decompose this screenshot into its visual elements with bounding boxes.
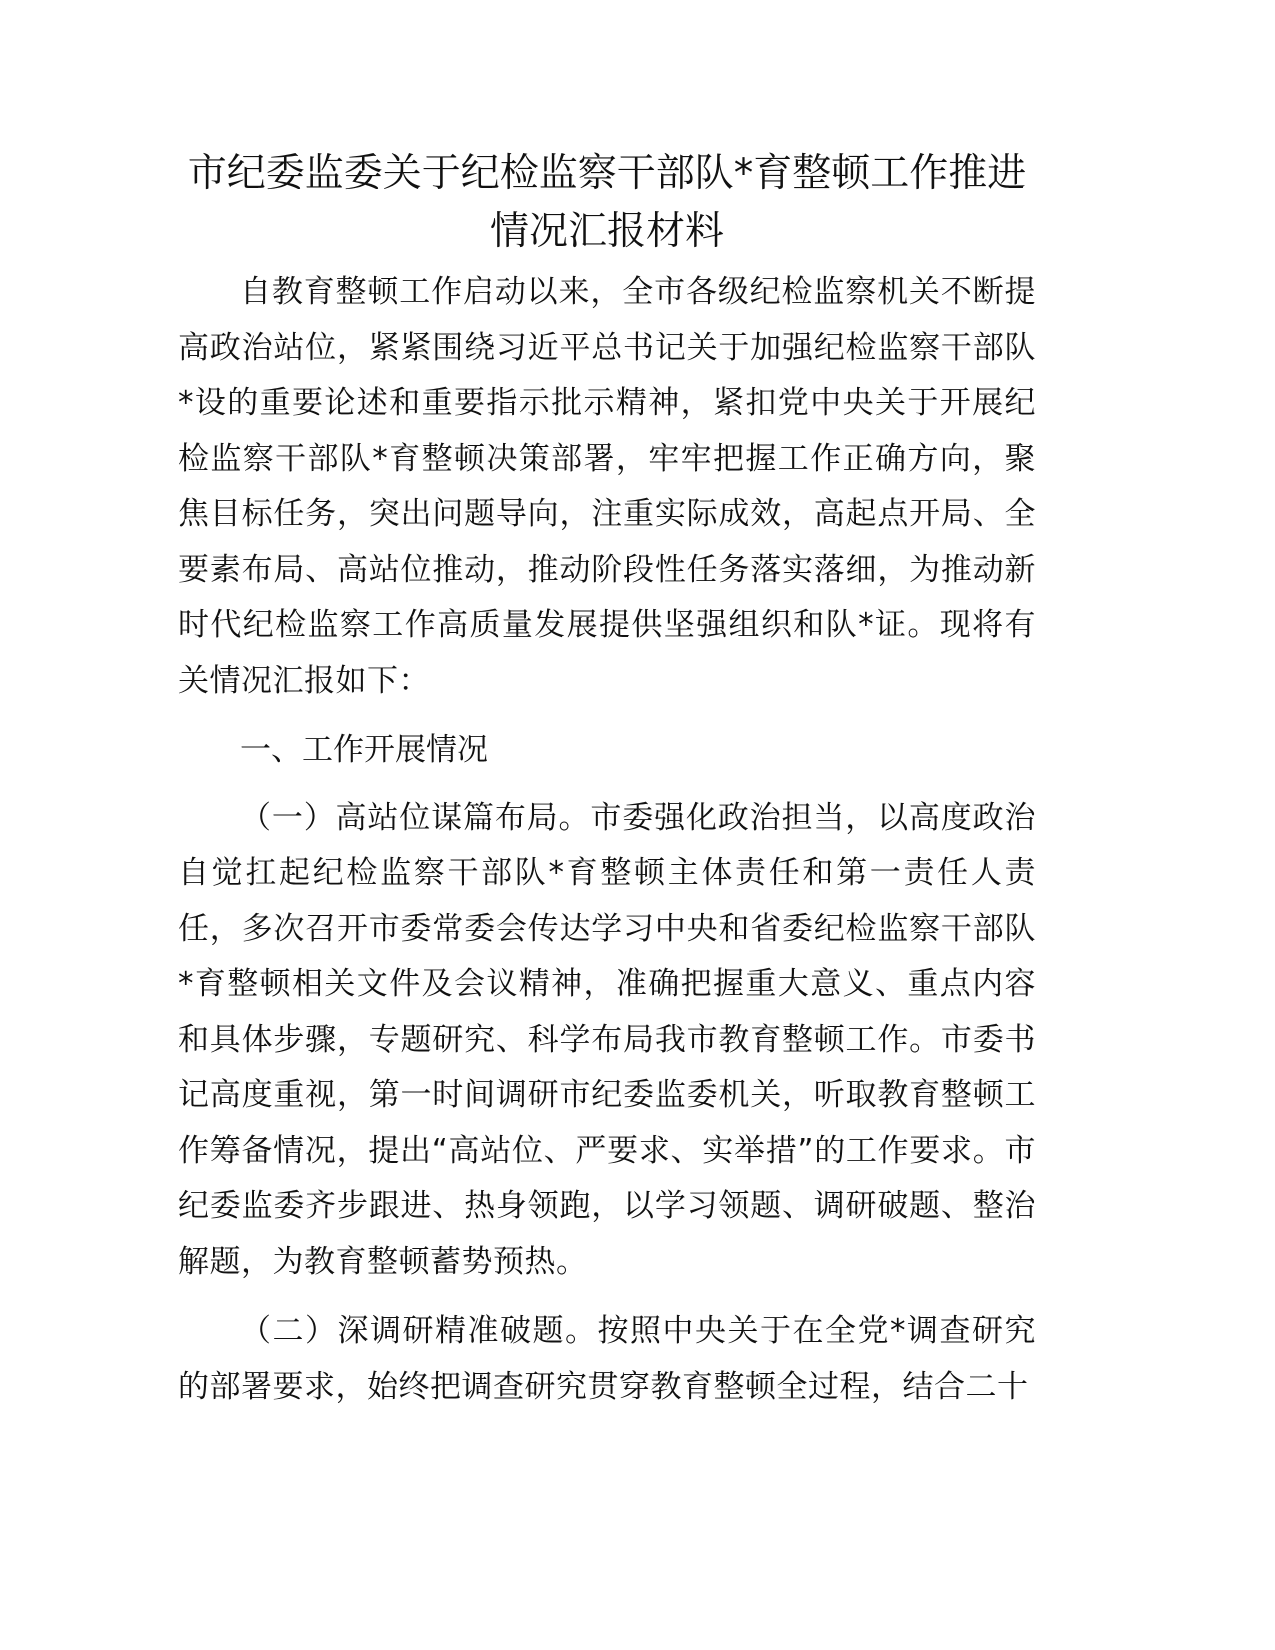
document-title: 市纪委监委关于纪检监察干部队*育整顿工作推进情况汇报材料	[187, 151, 1027, 254]
subsection-paragraph-2: （二）深调研精准破题。按照中央关于在全党*调查研究的部署要求，始终把调查研究贯穿教育整顿全过程，结合二十	[178, 1313, 1036, 1405]
document-page	[178, 145, 1036, 1415]
intro-paragraph: 自教育整顿工作启动以来，全市各级纪检监察机关不断提高政治站位，紧紧围绕习近平总书记关于加强纪检监察干部队*设的重要论述和重要指示批示精神，紧扣党中央关于开展纪检监察干部队*育整顿决策部署，牢牢把握工作正确方向，聚焦目标任务，突出问题导向，注重实际成效，高起点开局、全要素布局、高站位推动，推动阶段性任务落实落细，为推动新时代纪检监察工作高质量发展提供坚强组织和队*证。现将有关情况汇报如下：	[178, 274, 1036, 699]
subsection-paragraph-1: （一）高站位谋篇布局。市委强化政治担当，以高度政治自觉扛起纪检监察干部队*育整顿主体责任和第一责任人责任，多次召开市委常委会传达学习中央和省委纪检监察干部队*育整顿相关文件及会议精神，准确把握重大意义、重点内容和具体步骤，专题研究、科学布局我市教育整顿工作。市委书记高度重视，第一时间调研市纪委监委机关，听取教育整顿工作筹备情况，提出“高站位、严要求、实举措”的工作要求。市纪委监委齐步跟进、热身领跑，以学习领题、调研破题、整治解题，为教育整顿蓄势预热。	[178, 799, 1036, 1280]
section-heading-1: 一、工作开展情况	[240, 732, 488, 768]
